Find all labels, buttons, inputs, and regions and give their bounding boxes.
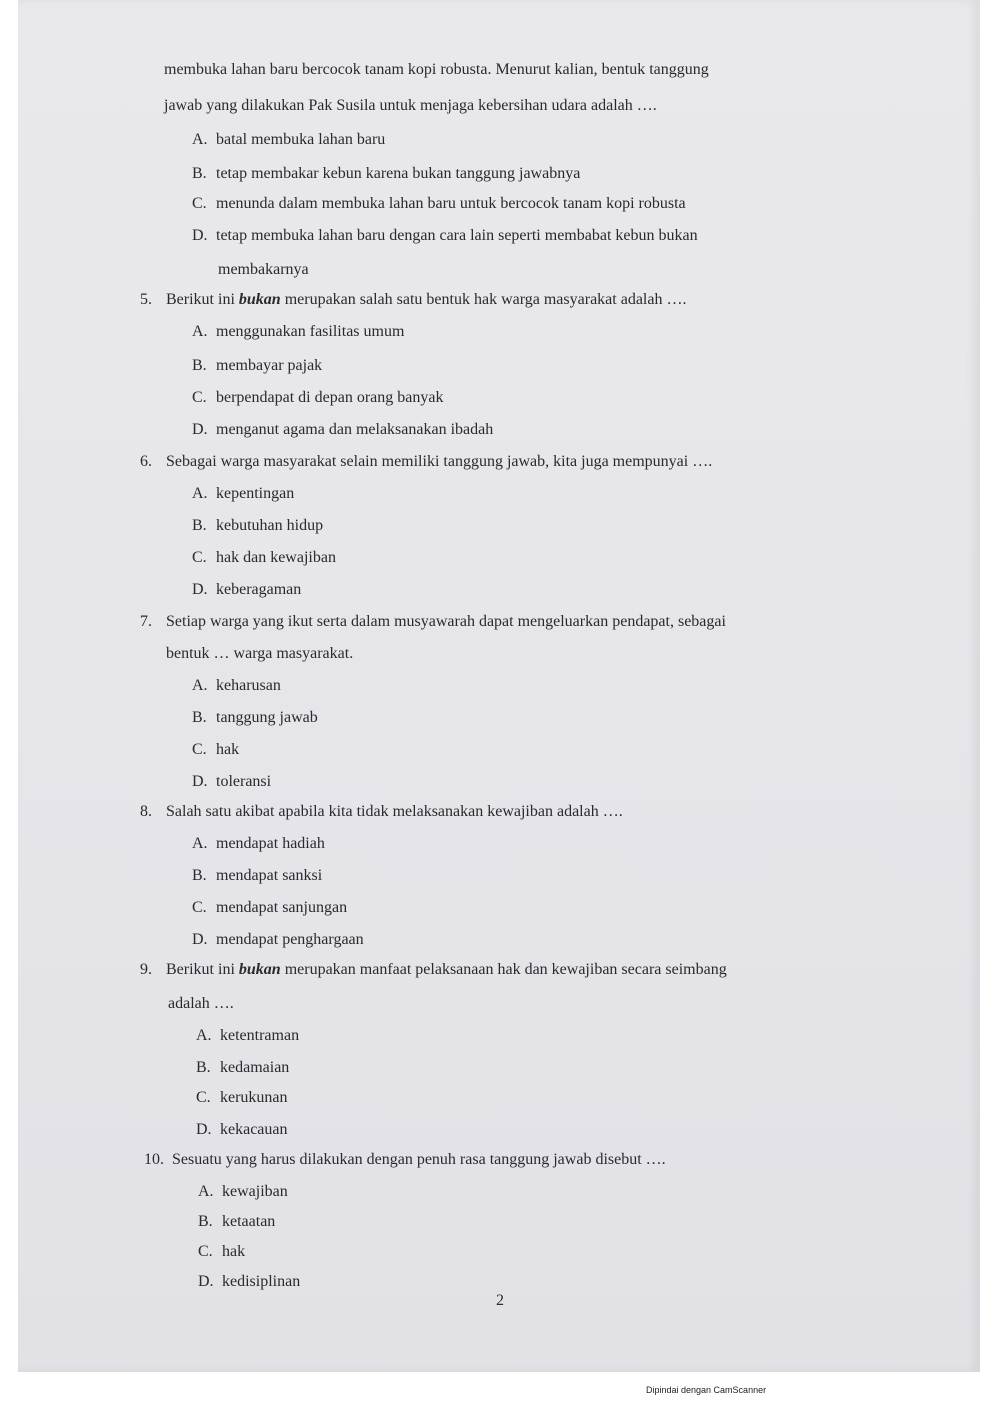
- question-9-option-a: [196, 1026, 299, 1046]
- option-text: mendapat sanjungan: [216, 899, 348, 916]
- option-text: hak: [216, 741, 240, 758]
- option-text: ketaatan: [222, 1213, 276, 1230]
- option-text: tetap membakar kebun karena bukan tanggung jawabnya: [216, 165, 581, 182]
- emphasized-word: bukan: [238, 291, 281, 308]
- option-text: berpendapat di depan orang banyak: [216, 389, 444, 406]
- question-6-option-d: [192, 580, 301, 600]
- option-letter: B.: [192, 165, 207, 182]
- scanner-footer: Dipindai dengan CamScanner: [646, 1385, 767, 1395]
- question-6-option-c: [192, 548, 336, 568]
- option-letter: B.: [192, 357, 207, 374]
- question-text: Sesuatu yang harus dilakukan dengan penuh rasa tanggung jawab disebut ….: [172, 1151, 666, 1168]
- option-letter: B.: [192, 709, 207, 726]
- option-letter: A.: [192, 131, 208, 148]
- option-text: kedisiplinan: [222, 1273, 301, 1290]
- question-10-option-c: [198, 1242, 245, 1262]
- option-letter: D.: [192, 931, 208, 948]
- option-letter: B.: [192, 867, 207, 884]
- question-8-option-b: [192, 866, 322, 886]
- option-text: toleransi: [216, 773, 272, 790]
- option-text: menunda dalam membuka lahan baru untuk bercocok tanam kopi robusta: [216, 195, 686, 212]
- option-letter: D.: [196, 1121, 212, 1138]
- option-text: menganut agama dan melaksanakan ibadah: [216, 421, 494, 438]
- option-letter: A.: [192, 485, 208, 502]
- question-9-stem: [140, 960, 727, 980]
- option-letter: A.: [192, 323, 208, 340]
- question-7-option-b: [192, 708, 318, 728]
- question-9-stem-line-2: adalah ….: [168, 995, 234, 1012]
- option-letter: B.: [192, 517, 207, 534]
- question-9-option-d: [196, 1120, 288, 1140]
- question-10-option-d: [198, 1272, 300, 1292]
- option-text: tetap membuka lahan baru dengan cara lain seperti membabat kebun bukan: [216, 227, 698, 244]
- question-4-option-c: [192, 194, 686, 214]
- option-text: kepentingan: [216, 485, 295, 502]
- option-letter: C.: [192, 389, 207, 406]
- option-letter: D.: [192, 227, 208, 244]
- question-5-option-b: [192, 356, 322, 376]
- option-text: ketentraman: [220, 1027, 300, 1044]
- question-10-option-b: [198, 1212, 275, 1232]
- option-letter: A.: [196, 1027, 212, 1044]
- option-text: kerukunan: [220, 1089, 288, 1106]
- question-10-stem: [144, 1150, 666, 1170]
- emphasized-word: bukan: [238, 961, 281, 978]
- question-number: 7.: [140, 613, 152, 630]
- question-text: Salah satu akibat apabila kita tidak melaksanakan kewajiban adalah ….: [166, 803, 623, 820]
- scanned-page: [18, 0, 980, 1372]
- option-letter: C.: [196, 1089, 211, 1106]
- question-text-start: Berikut ini: [166, 291, 239, 308]
- question-4-continuation-line-1: membuka lahan baru bercocok tanam kopi robusta. Menurut kalian, bentuk tanggung: [164, 61, 709, 78]
- question-8-option-a: [192, 834, 325, 854]
- question-4-option-d: [192, 226, 698, 246]
- question-4-continuation-line-2: jawab yang dilakukan Pak Susila untuk menjaga kebersihan udara adalah ….: [164, 97, 657, 114]
- question-6-option-a: [192, 484, 294, 504]
- question-number: 6.: [140, 453, 152, 470]
- option-text: mendapat penghargaan: [216, 931, 364, 948]
- option-letter: B.: [198, 1213, 213, 1230]
- question-8-option-c: [192, 898, 347, 918]
- question-9-option-c: [196, 1088, 288, 1108]
- question-7-option-a: [192, 676, 281, 696]
- question-4-option-d-line-2: membakarnya: [218, 261, 309, 278]
- option-text: hak: [222, 1243, 246, 1260]
- question-number: 10.: [144, 1151, 164, 1168]
- option-text: membayar pajak: [216, 357, 323, 374]
- question-7-option-d: [192, 772, 271, 792]
- question-7-stem: [140, 612, 726, 632]
- option-text: tanggung jawab: [216, 709, 318, 726]
- option-letter: C.: [192, 195, 207, 212]
- option-letter: B.: [196, 1059, 211, 1076]
- option-letter: A.: [192, 835, 208, 852]
- question-5-option-a: [192, 322, 404, 342]
- question-6-stem: [140, 452, 712, 472]
- question-5-option-c: [192, 388, 443, 408]
- option-letter: C.: [198, 1243, 213, 1260]
- question-text-end: merupakan manfaat pelaksanaan hak dan kewajiban secara seimbang: [280, 961, 727, 978]
- question-text-end: merupakan salah satu bentuk hak warga masyarakat adalah ….: [280, 291, 687, 308]
- option-letter: D.: [192, 421, 208, 438]
- question-text: Setiap warga yang ikut serta dalam musyawarah dapat mengeluarkan pendapat, sebagai: [166, 613, 726, 630]
- option-text: keberagaman: [216, 581, 302, 598]
- question-number: 9.: [140, 961, 152, 978]
- question-9-option-b: [196, 1058, 289, 1078]
- question-5-stem: [140, 290, 686, 310]
- option-letter: C.: [192, 549, 207, 566]
- option-text: batal membuka lahan baru: [216, 131, 386, 148]
- question-number: 5.: [140, 291, 152, 308]
- question-7-option-c: [192, 740, 239, 760]
- question-4-option-b: [192, 164, 580, 184]
- option-letter: A.: [192, 677, 208, 694]
- option-text: kewajiban: [222, 1183, 288, 1200]
- question-text: Sebagai warga masyarakat selain memiliki tanggung jawab, kita juga mempunyai ….: [166, 453, 713, 470]
- option-letter: D.: [192, 773, 208, 790]
- page-number: 2: [496, 1292, 504, 1309]
- option-text: mendapat sanksi: [216, 867, 323, 884]
- option-text: mendapat hadiah: [216, 835, 325, 852]
- option-letter: C.: [192, 741, 207, 758]
- question-10-option-a: [198, 1182, 288, 1202]
- question-8-stem: [140, 802, 623, 822]
- option-text: kekacauan: [220, 1121, 288, 1138]
- question-4-option-a: [192, 130, 385, 150]
- question-number: 8.: [140, 803, 152, 820]
- option-text: keharusan: [216, 677, 281, 694]
- option-letter: C.: [192, 899, 207, 916]
- question-7-stem-line-2: bentuk … warga masyarakat.: [166, 645, 354, 662]
- option-letter: D.: [192, 581, 208, 598]
- option-text: hak dan kewajiban: [216, 549, 336, 566]
- question-5-option-d: [192, 420, 493, 440]
- question-6-option-b: [192, 516, 323, 536]
- option-letter: D.: [198, 1273, 214, 1290]
- option-text: kebutuhan hidup: [216, 517, 324, 534]
- question-text-start: Berikut ini: [166, 961, 239, 978]
- question-8-option-d: [192, 930, 364, 950]
- option-text: kedamaian: [220, 1059, 290, 1076]
- option-letter: A.: [198, 1183, 214, 1200]
- option-text: menggunakan fasilitas umum: [216, 323, 405, 340]
